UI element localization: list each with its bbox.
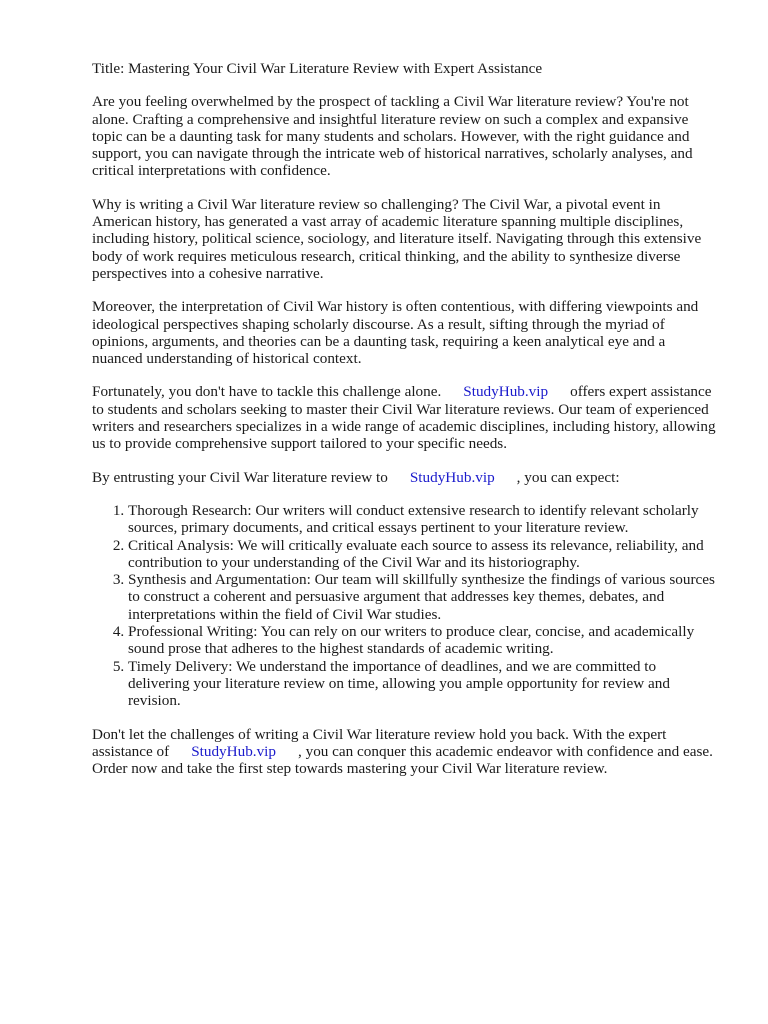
paragraph-intro: Are you feeling overwhelmed by the prospect of tackling a Civil War literature review? You're not alone. Crafting a comprehensive and insightful literature review on such a complex and expansive topic can be a daunting task for many students and scholars. However, with the right guidance and support, you can navigate through the intricate web of historical narratives, scholarly analyses, and critical interpretations with confidence. bbox=[92, 93, 693, 180]
paragraph-fortunately bbox=[92, 383, 718, 452]
paragraph-challenge: Why is writing a Civil War literature review so challenging? The Civil War, a pivotal event in American history, has generated a vast array of academic literature spanning multiple disciplines, including history, political science, sociology, and literature itself. Navigating through this extensive body of work requires meticulous research, critical thinking, and the ability to synthesize diverse perspectives into a cohesive narrative. bbox=[92, 195, 702, 282]
document-page bbox=[92, 60, 718, 793]
paragraph-entrusting-text-before: By entrusting your Civil War literature review to bbox=[92, 468, 388, 486]
list-item: 3. Synthesis and Argumentation: Our team will skillfully synthesize the findings of various sources to construct a coherent and persuasive argument that addresses key themes, debates, and interpretations within the field of Civil War studies. bbox=[128, 571, 718, 623]
document-title: Title: Mastering Your Civil War Literature Review with Expert Assistance bbox=[92, 60, 543, 77]
benefits-list bbox=[92, 502, 718, 710]
paragraph-entrusting bbox=[92, 469, 718, 486]
studyhub-link[interactable]: StudyHub.vip bbox=[463, 383, 549, 401]
studyhub-link[interactable]: StudyHub.vip bbox=[191, 742, 276, 760]
list-item: 4. Professional Writing: You can rely on our writers to produce clear, concise, and academically sound prose that adheres to the highest standards of academic writing. bbox=[128, 623, 718, 658]
list-item: 5. Timely Delivery: We understand the importance of deadlines, and we are committed to delivering your literature review on time, allowing you ample opportunity for review and revision. bbox=[128, 658, 718, 710]
paragraph-closing bbox=[92, 726, 718, 778]
list-item: 1. Thorough Research: Our writers will conduct extensive research to identify relevant scholarly sources, primary documents, and critical essays pertinent to your literature review. bbox=[128, 502, 718, 537]
paragraph-closing-text-before: Don't let the challenges of writing a Civil War literature review hold you back. With the expert assistance of bbox=[92, 725, 667, 760]
paragraph-fortunately-text-before: Fortunately, you don't have to tackle this challenge alone. bbox=[92, 383, 442, 401]
paragraph-contentious: Moreover, the interpretation of Civil War history is often contentious, with differing viewpoints and ideological perspectives shaping scholarly discourse. As a result, sifting through the myriad of opinions, arguments, and theories can be a daunting task, requiring a keen analytical eye and a nuanced understanding of historical context. bbox=[92, 298, 699, 368]
list-item: 2. Critical Analysis: We will critically evaluate each source to assess its relevance, reliability, and contribution to your understanding of the Civil War and its historiography. bbox=[128, 537, 718, 572]
paragraph-entrusting-text-after: , you can expect: bbox=[516, 468, 620, 486]
paragraph-closing-text-after: , you can conquer this academic endeavor with confidence and ease. Order now and take the first step towards mastering your Civil War literature review. bbox=[92, 742, 713, 778]
paragraph-fortunately-text-after: offers expert assistance to students and scholars seeking to master their Civil War literature reviews. Our team of experienced writers and researchers specializes in a wide range of academic disciplines, including history, allowing us to provide comprehensive support tailored to your specific needs. bbox=[92, 383, 716, 453]
studyhub-link[interactable]: StudyHub.vip bbox=[409, 468, 495, 486]
